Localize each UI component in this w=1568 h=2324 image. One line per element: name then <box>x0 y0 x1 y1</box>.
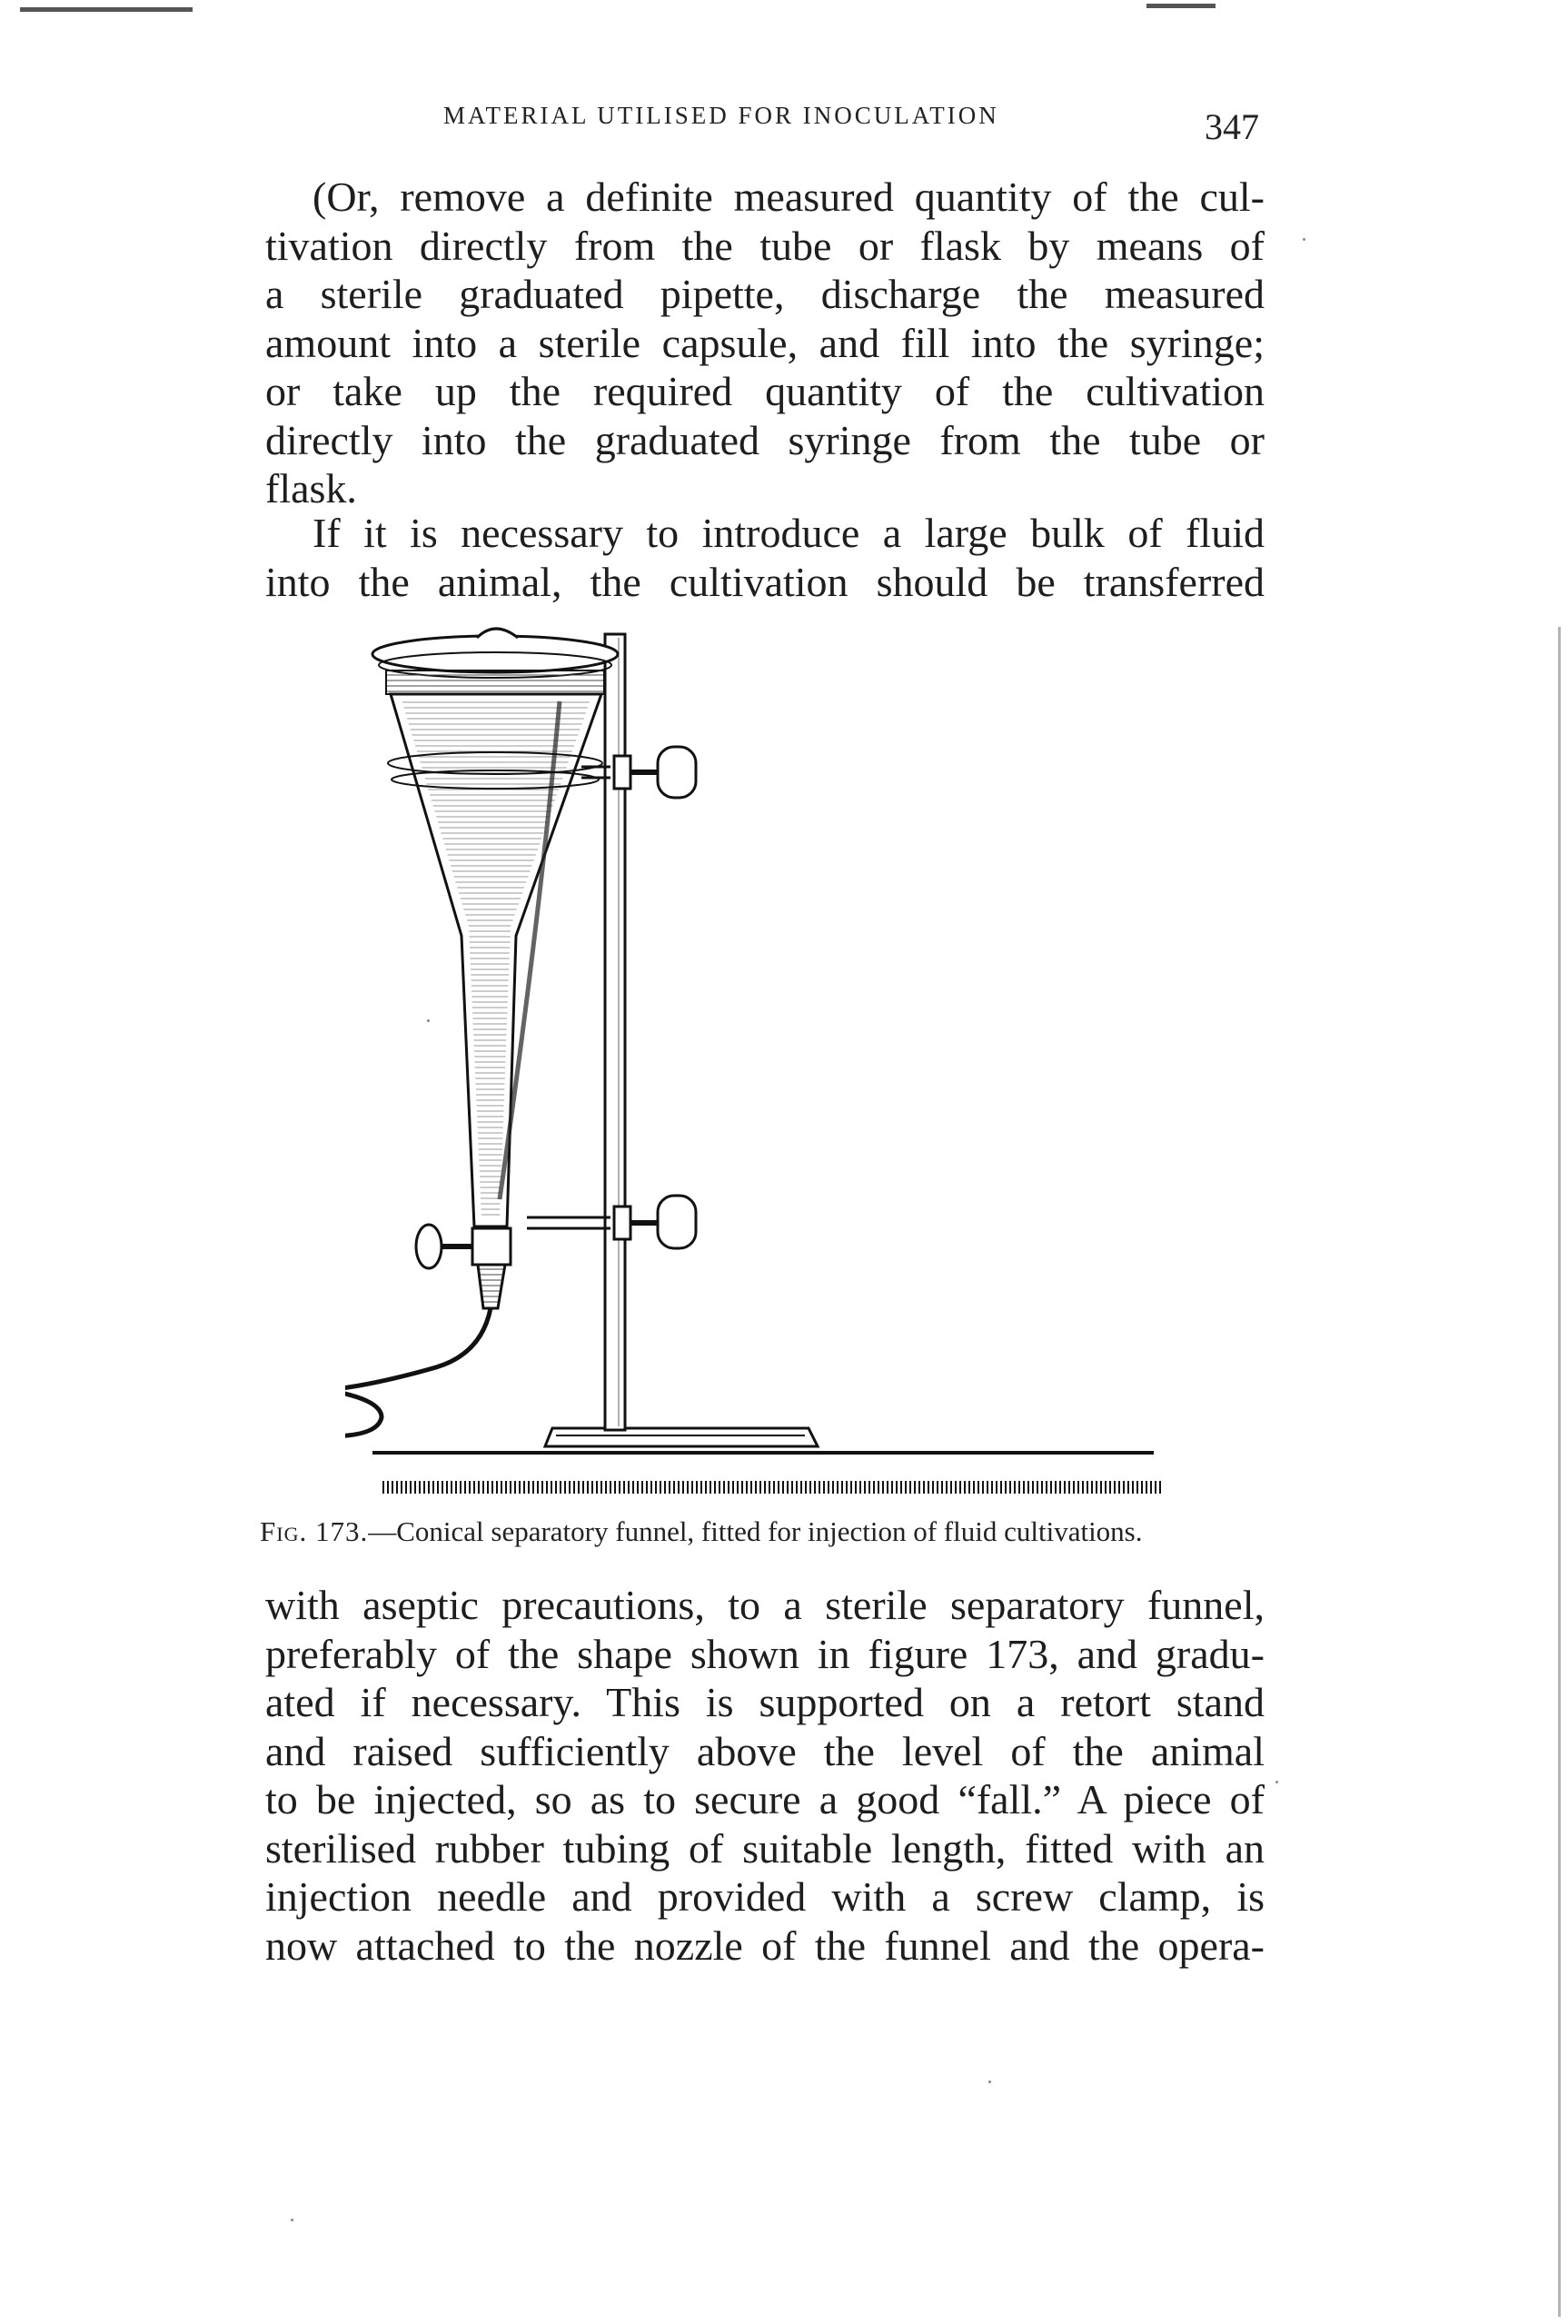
paragraph-2 <box>265 509 1265 606</box>
text-line: ated if necessary. This is supported on a retort stand <box>265 1679 1265 1725</box>
table-edge-hatching <box>382 1481 1163 1494</box>
figure-label: Fig. 173. <box>260 1515 369 1547</box>
text-line: into the animal, the cultivation should be transferred <box>265 558 1265 605</box>
funnel-lid <box>372 636 618 672</box>
stand-rod <box>605 634 625 1430</box>
figure-173-illustration <box>345 618 1217 1535</box>
text-line: amount into a sterile capsule, and fill into the syringe; <box>265 319 1265 366</box>
text-line: flask. <box>265 465 357 511</box>
paper-speck <box>988 2081 991 2083</box>
upper-clamp <box>581 747 696 798</box>
text-line: now attached to the nozzle of the funnel and the opera- <box>265 1922 1265 1969</box>
stand-base <box>545 1428 818 1446</box>
running-head: MATERIAL UTILISED FOR INOCULATION <box>443 102 999 129</box>
text-line: injection needle and provided with a screw clamp, is <box>265 1873 1265 1920</box>
text-line: and raised sufficiently above the level of the animal <box>265 1727 1265 1774</box>
text-line: to be injected, so as to secure a good “fall.” A piece of <box>265 1776 1265 1822</box>
paper-speck <box>1275 1781 1278 1783</box>
page-edge-shadow <box>1558 627 1561 2317</box>
scan-artifact-top-left <box>20 7 193 12</box>
paragraph-3 <box>265 1581 1265 1970</box>
text-line: (Or, remove a definite measured quantity of the cul- <box>313 174 1265 220</box>
rubber-tubing <box>345 1308 491 1462</box>
text-line: or take up the required quantity of the cultivation <box>265 368 1265 414</box>
text-line: tivation directly from the tube or flask by means of <box>265 222 1265 269</box>
paper-speck <box>291 2219 293 2221</box>
text-line: a sterile graduated pipette, discharge the measured <box>265 271 1265 317</box>
paper-speck <box>427 1019 430 1022</box>
text-line: with aseptic precautions, to a sterile separatory funnel, <box>265 1582 1265 1628</box>
stopcock <box>416 1225 511 1308</box>
scan-artifact-top-right <box>1146 4 1216 8</box>
paragraph-1 <box>265 173 1265 513</box>
funnel-rim <box>386 670 604 694</box>
text-line: preferably of the shape shown in figure 173, and gradu- <box>265 1630 1265 1677</box>
separatory-funnel-drawing <box>345 618 1217 1535</box>
paper-speck <box>1303 238 1305 241</box>
text-line: If it is necessary to introduce a large bulk of fluid <box>313 510 1265 556</box>
text-line: directly into the graduated syringe from the tube or <box>265 416 1265 463</box>
figure-caption <box>260 1515 1263 1548</box>
text-line: sterilised rubber tubing of suitable length, fitted with an <box>265 1824 1265 1872</box>
page-number: 347 <box>1205 106 1259 147</box>
figure-caption-text: —Conical separatory funnel, fitted for injection of fluid cultivations. <box>368 1515 1143 1547</box>
